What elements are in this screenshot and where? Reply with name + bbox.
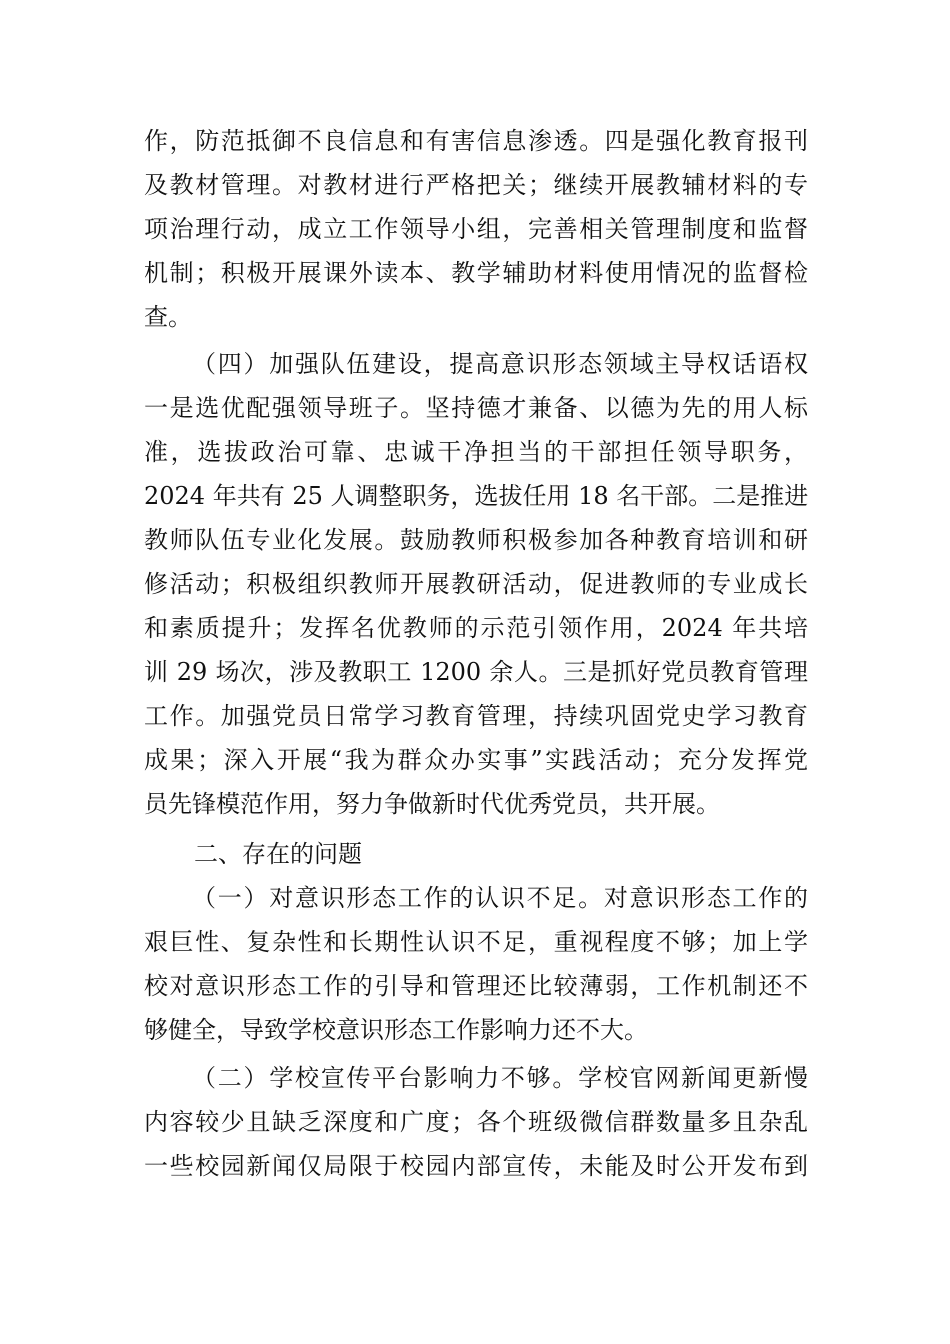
paragraph-line: 训 29 场次，涉及教职工 1200 余人。三是抓好党员教育管理 — [144, 658, 808, 686]
paragraph-line: 够健全，导致学校意识形态工作影响力还不大。 — [144, 1016, 648, 1044]
paragraph-line: 作，防范抵御不良信息和有害信息渗透。四是强化教育报刊 — [144, 127, 808, 155]
paragraph-line: 员先锋模范作用，努力争做新时代优秀党员，共开展。 — [144, 790, 720, 818]
paragraph-line: 2024 年共有 25 人调整职务，选拔任用 18 名干部。二是推进 — [144, 482, 809, 510]
paragraph-line: （一）对意识形态工作的认识不足。对意识形态工作的 — [192, 884, 808, 912]
paragraph-line: 一是选优配强领导班子。坚持德才兼备、以德为先的用人标 — [144, 394, 808, 422]
paragraph-line: 准，选拔政治可靠、忠诚干净担当的干部担任领导职务， — [144, 438, 808, 466]
paragraph-line: 教师队伍专业化发展。鼓励教师积极参加各种教育培训和研 — [144, 526, 808, 554]
section-heading: 二、存在的问题 — [194, 840, 362, 868]
paragraph-line: 机制；积极开展课外读本、教学辅助材料使用情况的监督检 — [144, 259, 808, 287]
paragraph-line: 和素质提升；发挥名优教师的示范引领作用，2024 年共培 — [144, 614, 808, 642]
paragraph-line: 一些校园新闻仅局限于校园内部宣传，未能及时公开发布到 — [144, 1152, 808, 1180]
paragraph-line: 工作。加强党员日常学习教育管理，持续巩固党史学习教育 — [144, 702, 808, 730]
paragraph-line: 校对意识形态工作的引导和管理还比较薄弱，工作机制还不 — [144, 972, 808, 1000]
paragraph-line: 查。 — [144, 303, 192, 331]
subsection-title-line: （四）加强队伍建设，提高意识形态领域主导权话语权 — [192, 350, 808, 378]
paragraph-line: 修活动；积极组织教师开展教研活动，促进教师的专业成长 — [144, 570, 808, 598]
paragraph-line: 成果；深入开展“我为群众办实事”实践活动；充分发挥党 — [144, 746, 808, 774]
paragraph-line: 内容较少且缺乏深度和广度；各个班级微信群数量多且杂乱 — [144, 1108, 808, 1136]
paragraph-line: 及教材管理。对教材进行严格把关；继续开展教辅材料的专 — [144, 171, 808, 199]
paragraph-line: 项治理行动，成立工作领导小组，完善相关管理制度和监督 — [144, 215, 808, 243]
paragraph-line: 艰巨性、复杂性和长期性认识不足，重视程度不够；加上学 — [144, 928, 808, 956]
paragraph-line: （二）学校宣传平台影响力不够。学校官网新闻更新慢 — [192, 1064, 808, 1092]
